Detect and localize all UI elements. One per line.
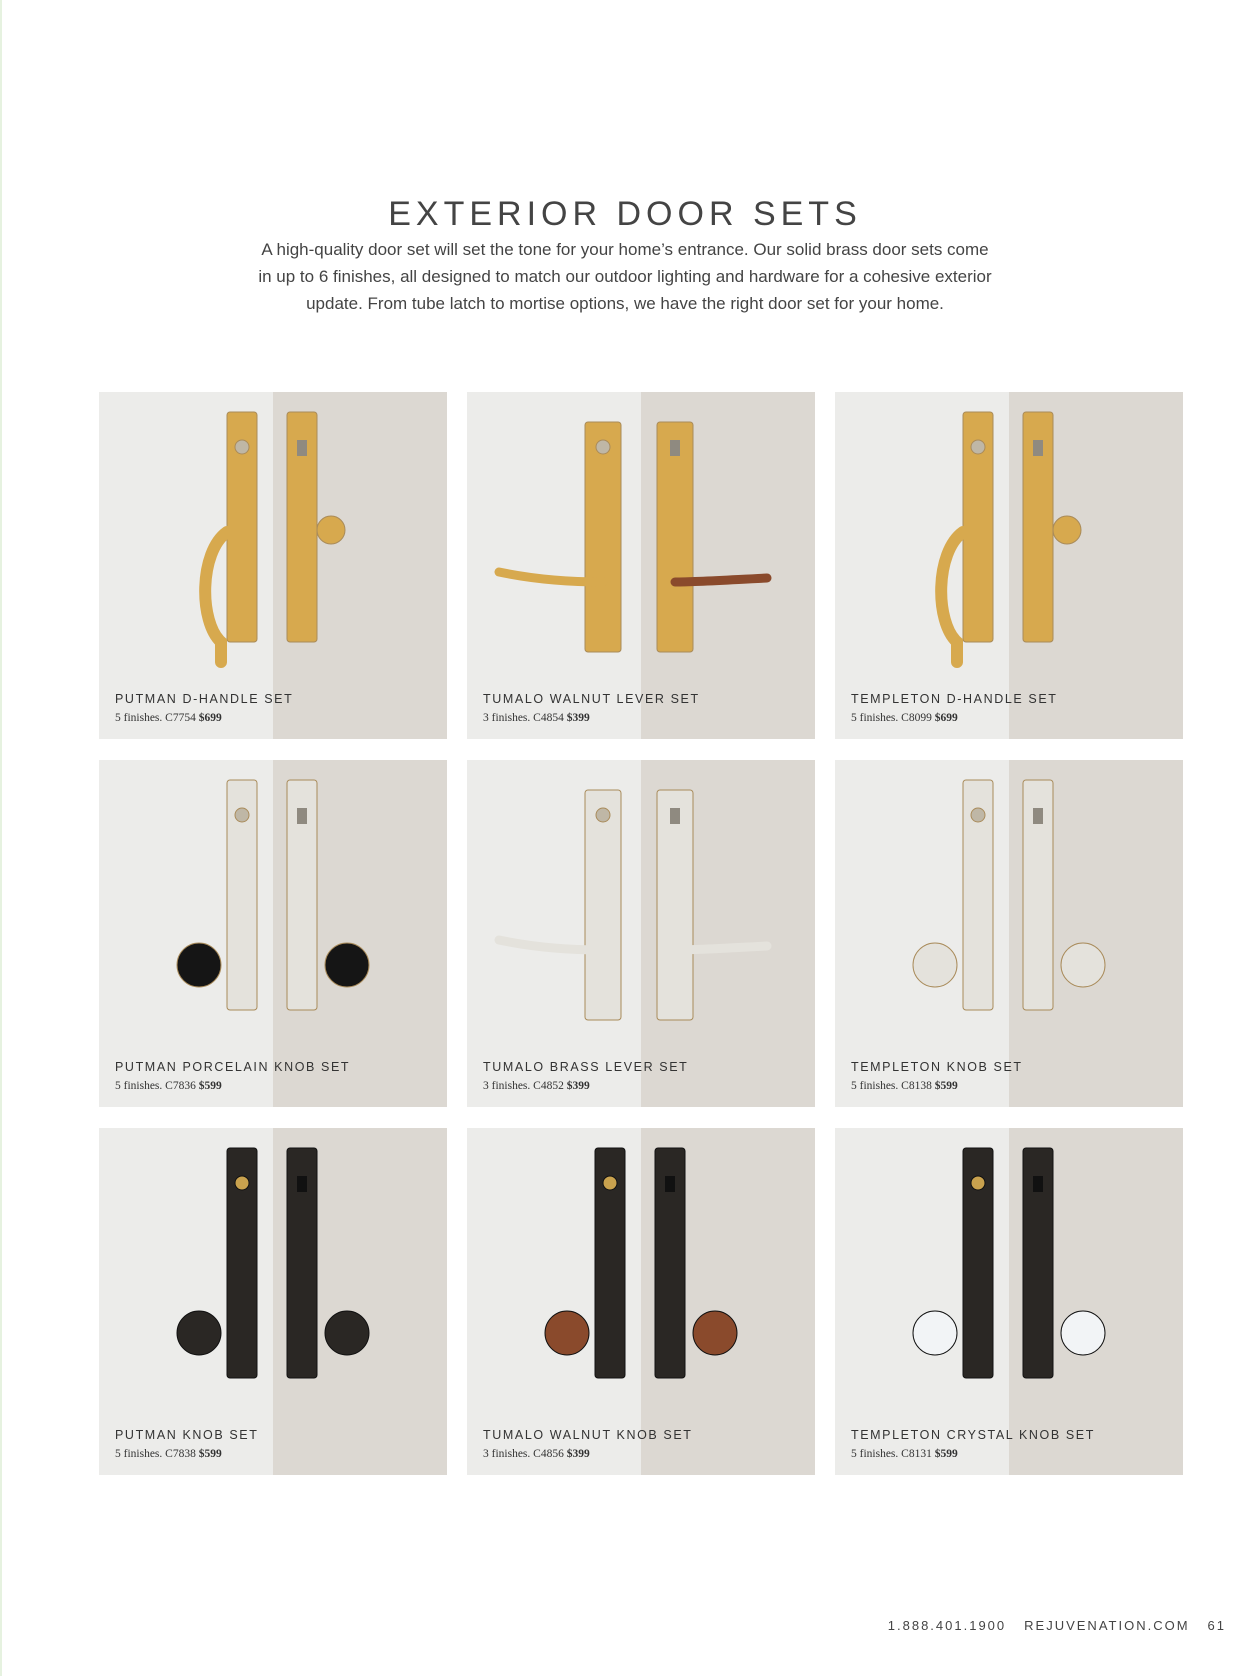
interior-knob [693, 1311, 737, 1355]
exterior-knob [545, 1311, 589, 1355]
page-number: 61 [1207, 1618, 1226, 1633]
product-finishes: 3 finishes. C4854 [483, 712, 564, 724]
thumbturn-icon [297, 808, 307, 824]
product-card[interactable] [835, 392, 1183, 739]
door-set-image [835, 760, 1183, 1107]
product-name[interactable]: TEMPLETON CRYSTAL KNOB SET [851, 1428, 1095, 1442]
product-finishes: 5 finishes. C7836 [115, 1080, 196, 1092]
product-finishes: 5 finishes. C8138 [851, 1080, 932, 1092]
intro-line: in up to 6 finishes, all designed to match our outdoor lighting and hardware for a cohesive exterior [258, 267, 992, 286]
footer-site-link[interactable]: REJUVENATION.COM [1024, 1618, 1190, 1633]
product-name[interactable]: PUTMAN D-HANDLE SET [115, 692, 294, 706]
product-card[interactable] [467, 1128, 815, 1475]
product-meta [483, 1080, 590, 1092]
product-meta [115, 1448, 222, 1460]
product-price: $699 [198, 712, 222, 724]
product-price: $599 [934, 1448, 958, 1460]
product-finishes: 3 finishes. C4852 [483, 1080, 564, 1092]
product-finishes: 5 finishes. C8131 [851, 1448, 932, 1460]
product-name[interactable]: TUMALO WALNUT KNOB SET [483, 1428, 693, 1442]
page-title: EXTERIOR DOOR SETS [388, 194, 862, 233]
lock-cylinder-icon [235, 440, 249, 454]
product-finishes: 5 finishes. C8099 [851, 712, 932, 724]
interior-knob [1053, 516, 1081, 544]
exterior-knob [177, 943, 221, 987]
lock-cylinder-icon [235, 1176, 249, 1190]
product-name[interactable]: PUTMAN PORCELAIN KNOB SET [115, 1060, 351, 1074]
door-set-image [467, 392, 815, 739]
product-grid [99, 392, 1183, 1475]
product-card[interactable] [467, 392, 815, 739]
interior-plate [657, 422, 693, 652]
product-price: $399 [566, 712, 590, 724]
product-name[interactable]: TEMPLETON D-HANDLE SET [851, 692, 1058, 706]
lock-cylinder-icon [971, 808, 985, 822]
door-set-image [99, 760, 447, 1107]
interior-knob [1061, 1311, 1105, 1355]
lock-cylinder-icon [596, 808, 610, 822]
door-set-image [99, 392, 447, 739]
thumbturn-icon [670, 808, 680, 824]
lock-cylinder-icon [235, 808, 249, 822]
product-price: $599 [934, 1080, 958, 1092]
exterior-knob [913, 943, 957, 987]
interior-knob [317, 516, 345, 544]
product-meta [115, 1080, 222, 1092]
product-card[interactable] [467, 760, 815, 1107]
lock-cylinder-icon [603, 1176, 617, 1190]
thumbturn-icon [1033, 440, 1043, 456]
d-handle-grip [205, 532, 227, 662]
product-name[interactable]: TEMPLETON KNOB SET [851, 1060, 1023, 1074]
exterior-plate [585, 790, 621, 1020]
product-meta [483, 1448, 590, 1460]
interior-lever [675, 578, 767, 582]
intro-paragraph [190, 236, 1060, 317]
lock-cylinder-icon [596, 440, 610, 454]
page-edge [0, 0, 2, 1676]
product-card[interactable] [99, 1128, 447, 1475]
thumbturn-icon [665, 1176, 675, 1192]
d-handle-grip [941, 532, 963, 662]
product-meta [483, 712, 590, 724]
product-name[interactable]: TUMALO BRASS LEVER SET [483, 1060, 689, 1074]
product-price: $699 [934, 712, 958, 724]
thumbturn-icon [670, 440, 680, 456]
product-card[interactable] [99, 392, 447, 739]
door-set-image [835, 392, 1183, 739]
product-price: $399 [566, 1080, 590, 1092]
product-finishes: 5 finishes. C7754 [115, 712, 196, 724]
product-price: $599 [198, 1080, 222, 1092]
product-price: $399 [566, 1448, 590, 1460]
thumbturn-icon [1033, 808, 1043, 824]
product-meta [851, 1080, 958, 1092]
product-meta [851, 712, 958, 724]
interior-lever [675, 946, 767, 950]
lock-cylinder-icon [971, 1176, 985, 1190]
door-set-image [835, 1128, 1183, 1475]
product-name[interactable]: PUTMAN KNOB SET [115, 1428, 259, 1442]
interior-knob [325, 943, 369, 987]
product-card[interactable] [835, 1128, 1183, 1475]
interior-knob [325, 1311, 369, 1355]
product-finishes: 3 finishes. C4856 [483, 1448, 564, 1460]
interior-plate [657, 790, 693, 1020]
door-set-image [467, 1128, 815, 1475]
interior-knob [1061, 943, 1105, 987]
lock-cylinder-icon [971, 440, 985, 454]
exterior-plate [585, 422, 621, 652]
exterior-knob [913, 1311, 957, 1355]
door-set-image [467, 760, 815, 1107]
exterior-knob [177, 1311, 221, 1355]
product-finishes: 5 finishes. C7838 [115, 1448, 196, 1460]
door-set-image [99, 1128, 447, 1475]
thumbturn-icon [297, 1176, 307, 1192]
intro-line: A high-quality door set will set the tone for your home’s entrance. Our solid brass door sets come [261, 240, 989, 259]
product-meta [851, 1448, 958, 1460]
product-card[interactable] [99, 760, 447, 1107]
footer-phone[interactable]: 1.888.401.1900 [887, 1618, 1007, 1633]
product-card[interactable] [835, 760, 1183, 1107]
product-price: $599 [198, 1448, 222, 1460]
intro-line: update. From tube latch to mortise options, we have the right door set for your home. [306, 294, 944, 313]
page-footer [870, 1618, 1226, 1633]
product-name[interactable]: TUMALO WALNUT LEVER SET [483, 692, 700, 706]
product-meta [115, 712, 222, 724]
thumbturn-icon [1033, 1176, 1043, 1192]
thumbturn-icon [297, 440, 307, 456]
